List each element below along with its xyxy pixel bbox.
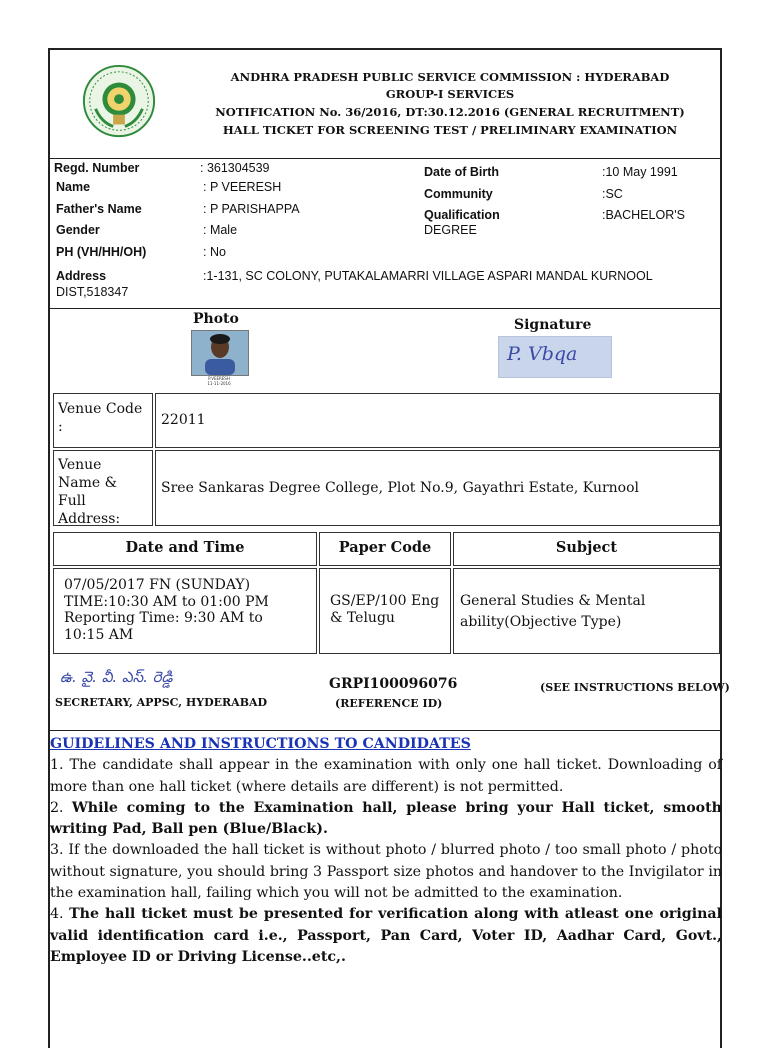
photo-caption: P.VEERESH 11-11-2016	[207, 376, 231, 386]
name-label: Name	[56, 180, 91, 194]
date-time-cell	[53, 568, 317, 654]
ph-label: PH (VH/HH/OH)	[56, 245, 147, 259]
subject-cell	[453, 568, 720, 654]
dob-label: Date of Birth	[424, 165, 499, 179]
signature-label: Signature	[514, 317, 592, 333]
community-label: Community	[424, 187, 493, 201]
guideline-item-4	[50, 904, 722, 968]
person-photo-icon	[192, 331, 248, 375]
venue-address-value-cell	[155, 450, 720, 526]
venue-code-label: Venue Code :	[58, 401, 143, 435]
hall-ticket	[48, 48, 730, 1048]
appsc-emblem-icon	[80, 64, 158, 142]
subject-value: General Studies & Mental ability(Objective Type)	[460, 593, 646, 630]
guideline-item-3: 3. If the downloaded the hall ticket is without photo / blurred photo / too small photo / photo without signature, you should bring 3 Passport size photos and handover to the Invigilator in the examination hall, failing which you will not be admitted to the examination.	[50, 842, 722, 902]
see-instructions: (SEE INSTRUCTIONS BELOW)	[540, 681, 730, 694]
community-value: :SC	[602, 187, 623, 201]
secretary-signature: ఉ. వై. వీ. ఎస్. రెడ్డి	[60, 668, 173, 686]
qualification-value-2: DEGREE	[424, 223, 477, 237]
name-value: : P VEERESH	[203, 180, 282, 194]
venue-code-value-cell	[155, 393, 720, 448]
gender-label: Gender	[56, 223, 100, 237]
ticket-header	[50, 50, 720, 159]
venue-code-value: 22011	[161, 412, 206, 428]
address-label: Address	[56, 269, 107, 283]
authority-footer	[50, 660, 730, 731]
ticket-title: HALL TICKET FOR SCREENING TEST / PRELIMINARY EXAMINATION	[222, 123, 678, 137]
dob-value: :10 May 1991	[602, 165, 678, 179]
candidate-photo	[191, 330, 249, 376]
address-value: :1-131, SC COLONY, PUTAKALAMARRI VILLAGE ASPARI MANDAL KURNOOL	[203, 269, 653, 283]
header-subject: Subject	[453, 532, 720, 566]
paper-code-value: GS/EP/100 Eng & Telugu	[330, 593, 440, 626]
regd-label: Regd. Number	[54, 161, 140, 175]
commission-name: ANDHRA PRADESH PUBLIC SERVICE COMMISSION : HYDERABAD	[230, 70, 670, 84]
exam-date: 07/05/2017 FN (SUNDAY)	[64, 577, 251, 593]
qualification-value: :BACHELOR'S	[602, 208, 685, 222]
candidate-details	[50, 158, 720, 309]
guideline-item-2-text: While coming to the Examination hall, please bring your Hall ticket, smooth writing Pad, Ball pen (Blue/Black).	[50, 799, 722, 838]
father-label: Father's Name	[56, 202, 142, 216]
notification-line: NOTIFICATION No. 36/2016, DT:30.12.2016 (GENERAL RECRUITMENT)	[215, 105, 685, 119]
guideline-item-1: 1. The candidate shall appear in the examination with only one hall ticket. Downloading of more than one hall ticket (where details are different) is not permitted.	[50, 757, 722, 795]
ph-value: : No	[203, 245, 226, 259]
guidelines-title: GUIDELINES AND INSTRUCTIONS TO CANDIDATES	[50, 736, 471, 752]
guideline-item-4-text: The hall ticket must be presented for verification along with atleast one original valid identification card i.e., Passport, Pan Card, Voter ID, Aadhar Card, Govt., Employee ID or Driving License..etc,.	[50, 906, 722, 965]
venue-address-value: Sree Sankaras Degree College, Plot No.9, Gayathri Estate, Kurnool	[161, 480, 640, 496]
candidate-signature	[498, 336, 612, 378]
address-value-2: DIST,518347	[56, 285, 129, 299]
guideline-item-2-number: 2.	[50, 799, 72, 816]
exam-time: TIME:10:30 AM to 01:00 PM	[64, 593, 269, 610]
venue-address-label-cell	[53, 450, 153, 526]
reference-label: (REFERENCE ID)	[335, 697, 443, 710]
photo-label: Photo	[193, 311, 239, 327]
venue-code-label-cell	[53, 393, 153, 448]
reporting-time: Reporting Time: 9:30 AM to 10:15 AM	[64, 610, 263, 643]
father-value: : P PARISHAPPA	[203, 202, 300, 216]
secretary-label: SECRETARY, APPSC, HYDERABAD	[55, 696, 268, 709]
reference-id: GRPI100096076	[329, 676, 458, 692]
photo-signature-row	[50, 308, 720, 390]
qualification-label: Qualification	[424, 208, 500, 222]
guidelines-section	[50, 734, 722, 968]
signature-text: P. Vbqa	[507, 343, 578, 365]
service-group: GROUP-I SERVICES	[385, 87, 515, 101]
gender-value: : Male	[203, 223, 238, 237]
header-paper-code: Paper Code	[319, 532, 451, 566]
regd-value: : 361304539	[200, 161, 270, 175]
header-date-time: Date and Time	[53, 532, 317, 566]
paper-code-cell	[319, 568, 451, 654]
guideline-item-2	[50, 798, 722, 841]
venue-address-label: Venue Name & Full Address:	[58, 457, 121, 527]
guideline-item-4-number: 4.	[50, 906, 70, 923]
